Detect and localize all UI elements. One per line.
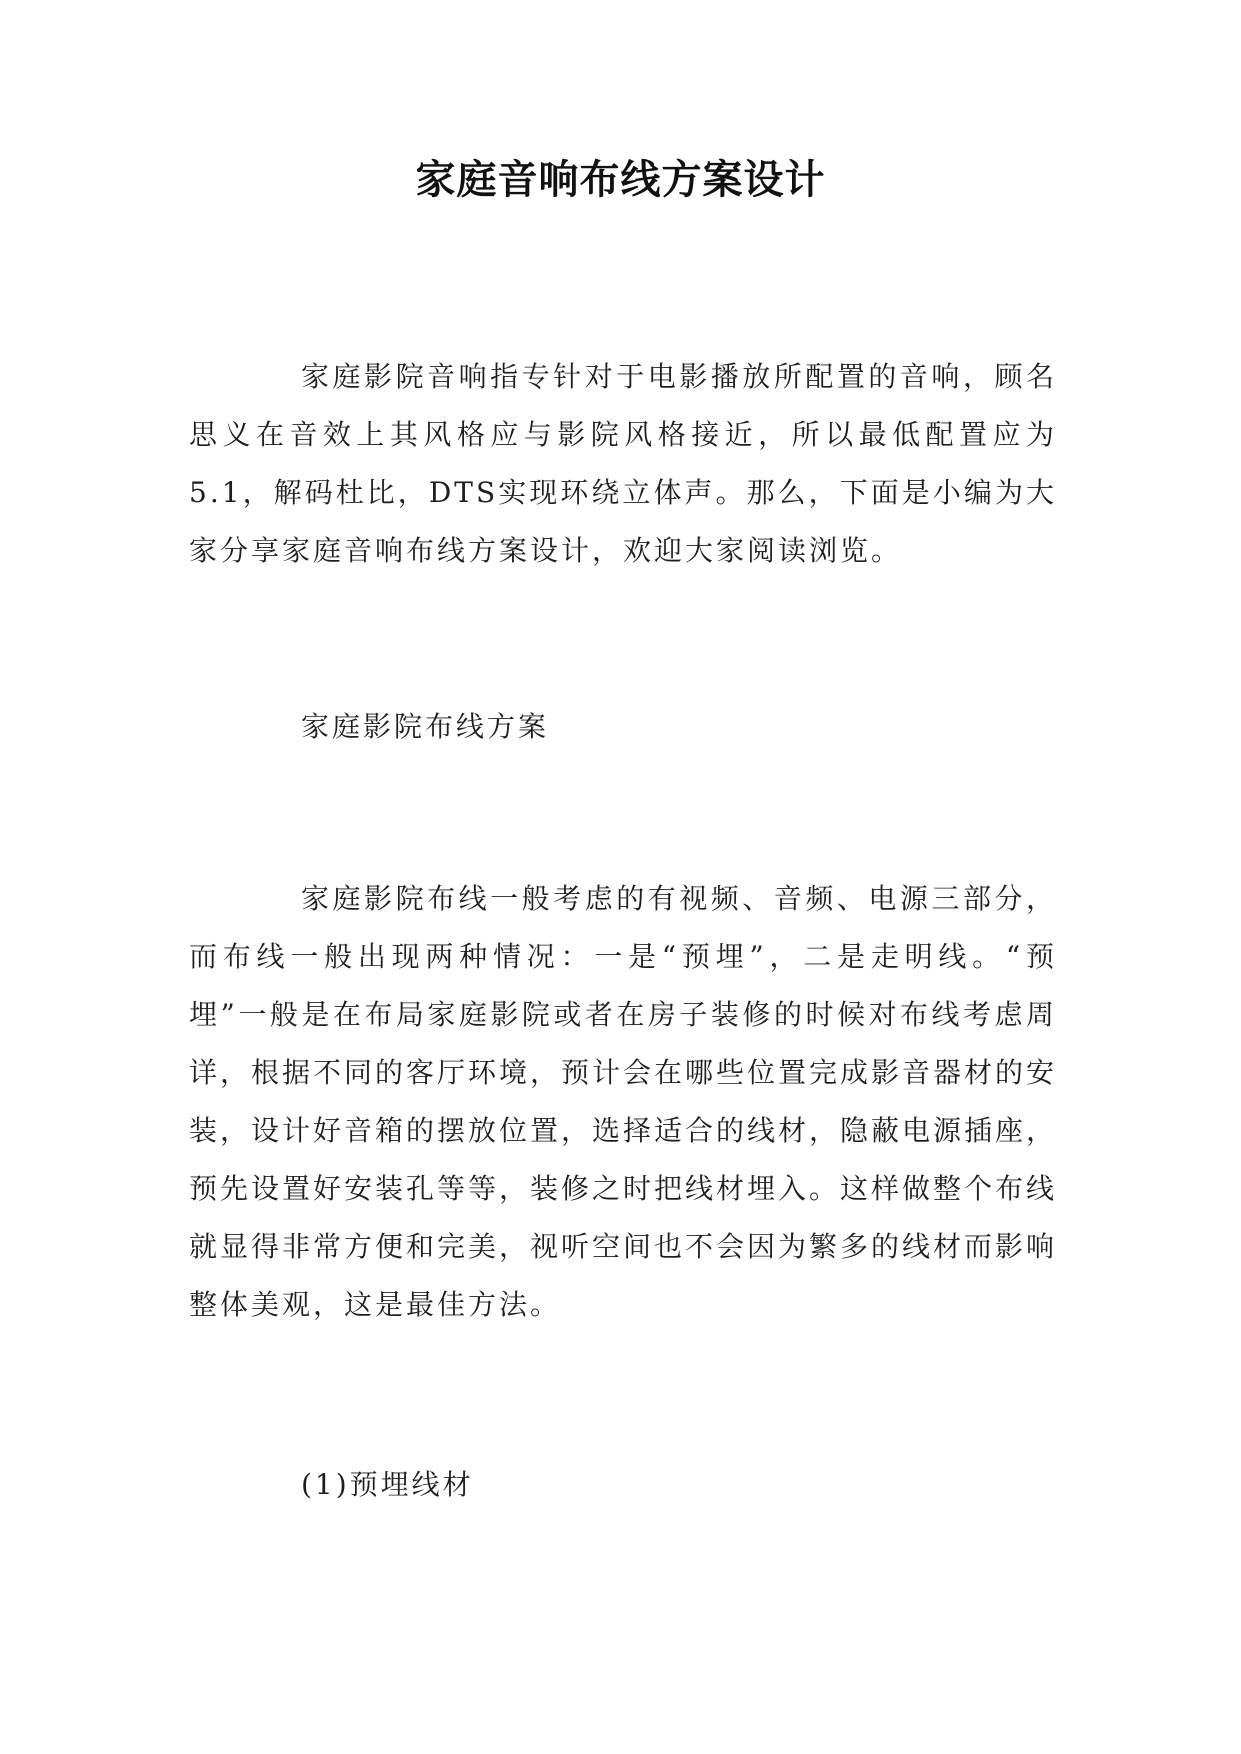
subsection-heading-embedded-cables: (1)预埋线材: [301, 1468, 474, 1501]
wiring-description-paragraph: 家庭影院布线一般考虑的有视频、音频、电源三部分，而布线一般出现两种情况：一是“预埋”，二是走明线。“预埋”一般是在布局家庭影院或者在房子装修的时候对布线考虑周详，根据不同的客厅环境，预计会在哪些位置完成影音器材的安装，设计好音箱的摆放位置，选择适合的线材，隐蔽电源插座，预先设置好安装孔等等，装修之时把线材埋入。这样做整个布线就显得非常方便和完美，视听空间也不会因为繁多的线材而影响整体美观，这是最佳方法。: [189, 882, 1058, 1321]
document-title: 家庭音响布线方案设计: [415, 157, 826, 203]
intro-paragraph: 家庭影院音响指专针对于电影播放所配置的音响，顾名思义在音效上其风格应与影院风格接近，所以最低配置应为5.1，解码杜比，DTS实现环绕立体声。那么，下面是小编为大家分享家庭音响布线方案设计，欢迎大家阅读浏览。: [189, 360, 1057, 567]
section-heading-wiring-plan: 家庭影院布线方案: [301, 710, 550, 743]
